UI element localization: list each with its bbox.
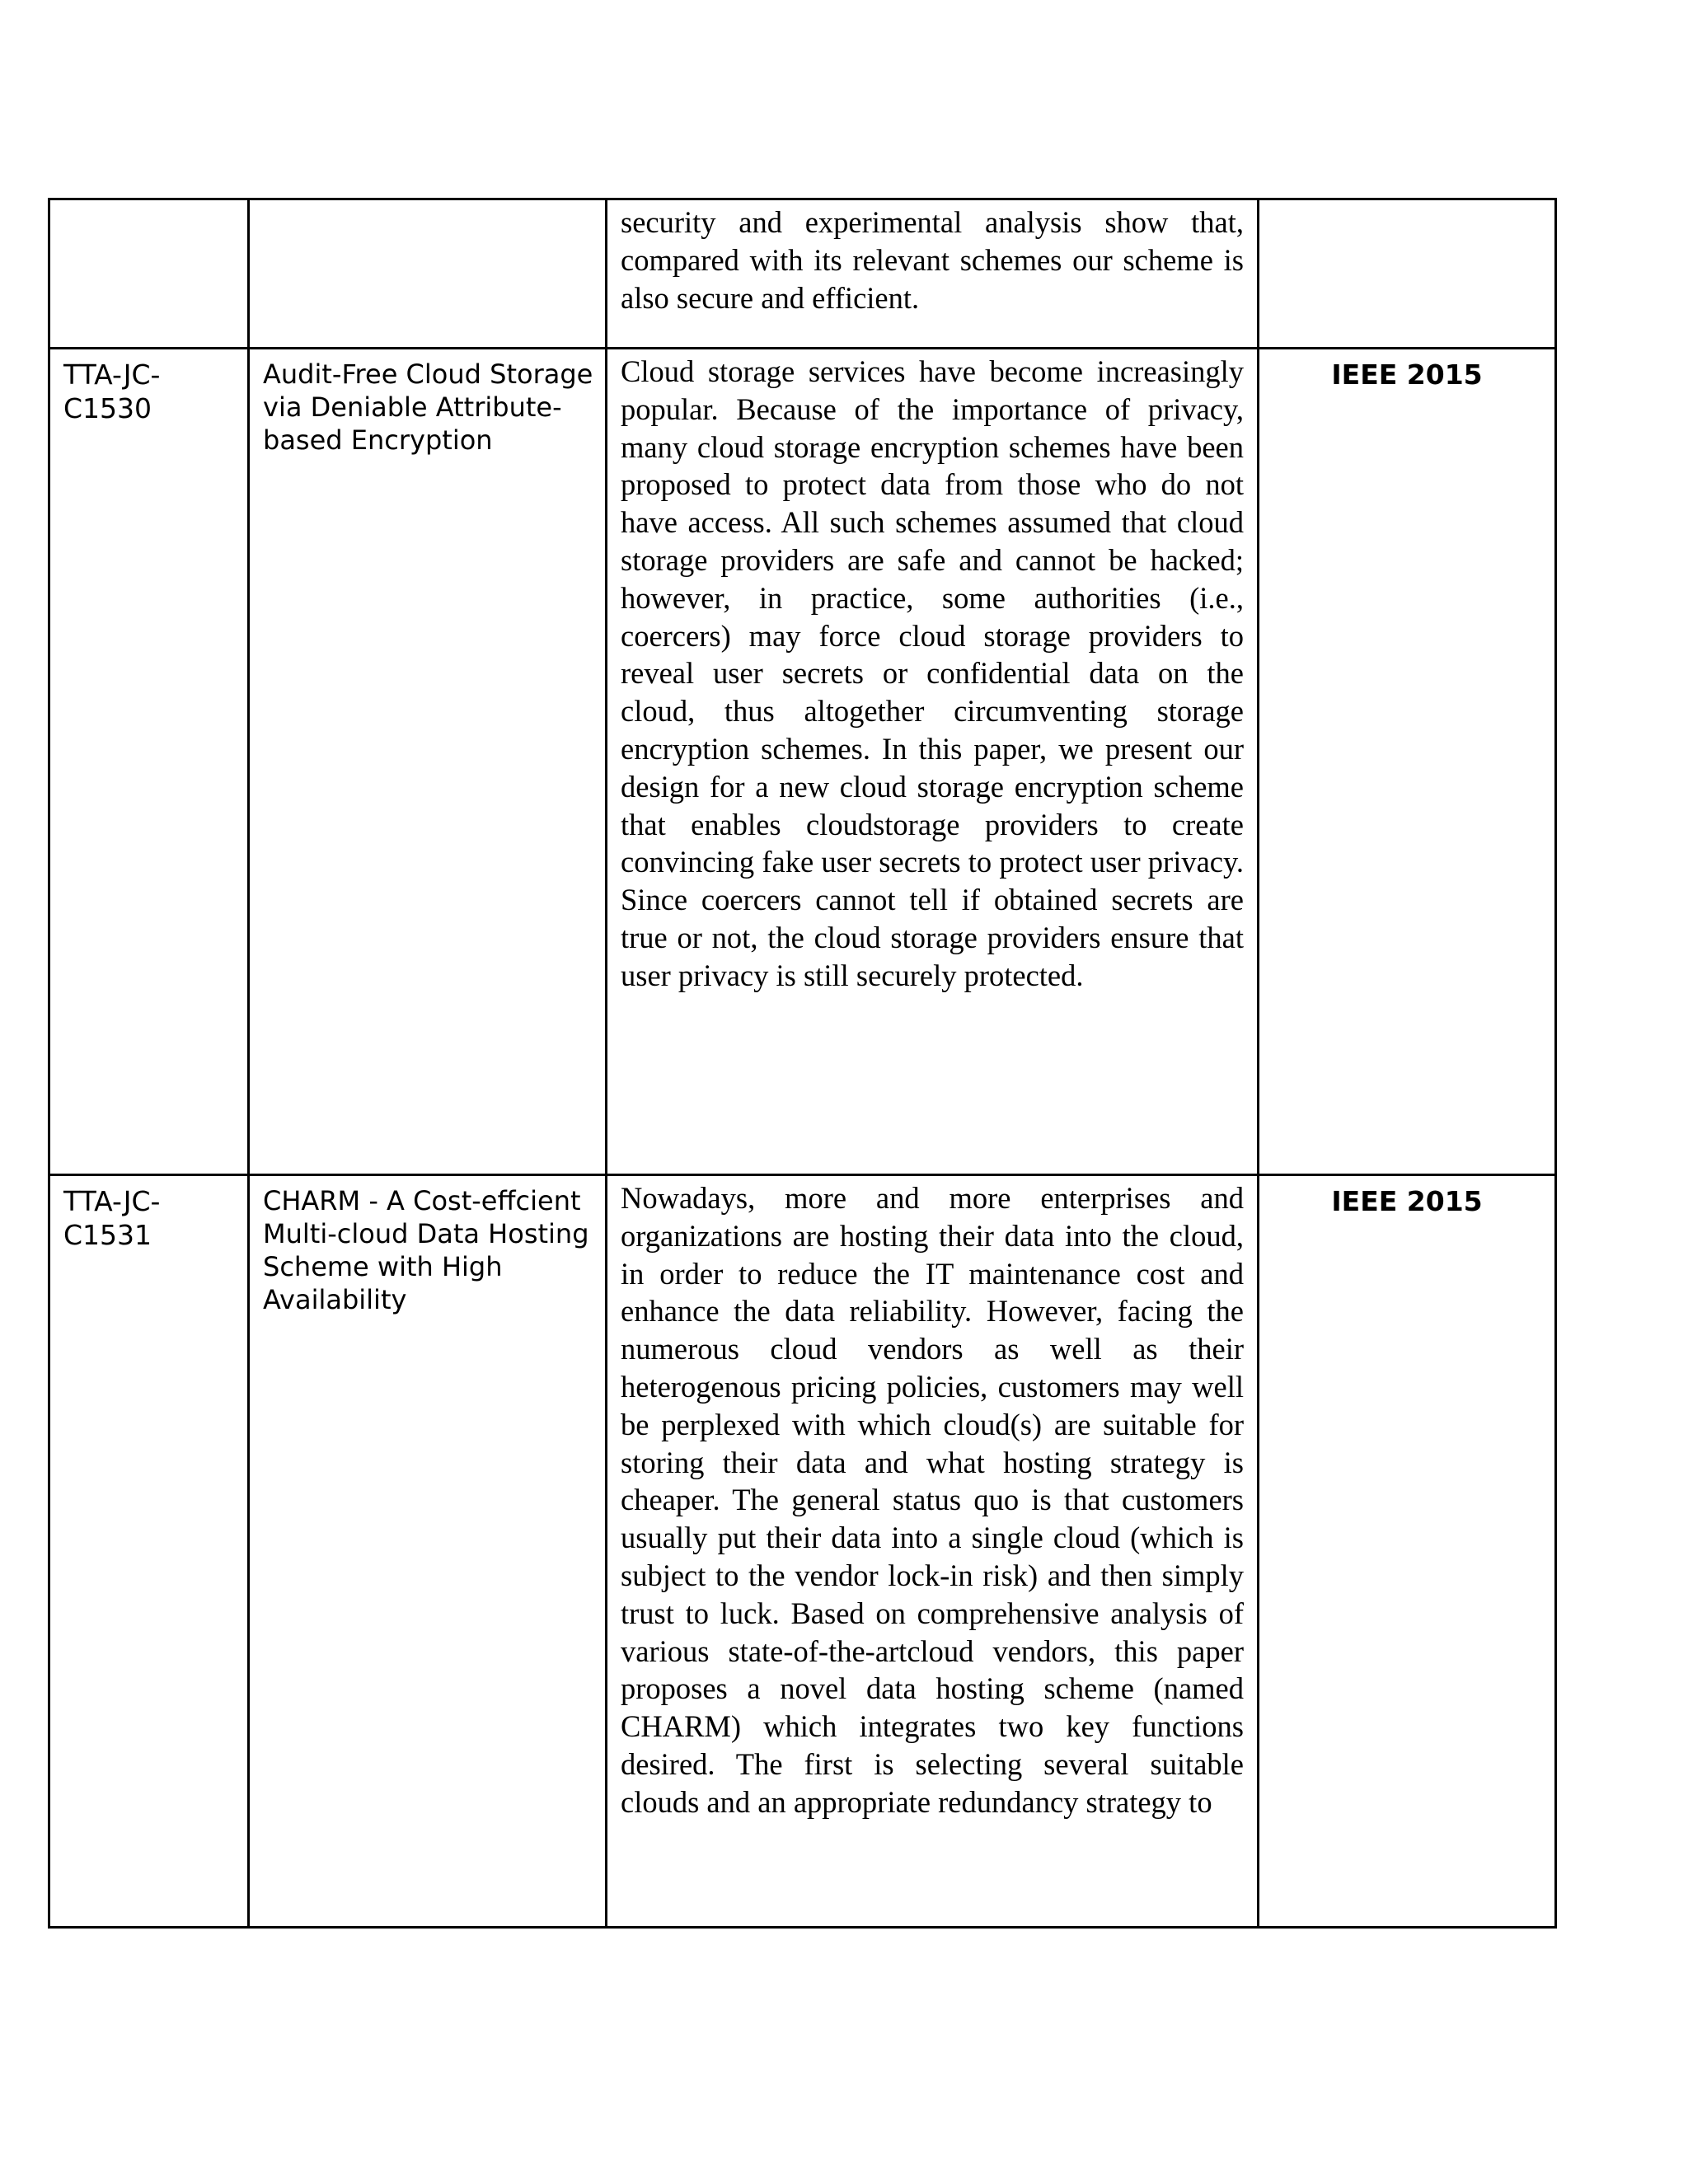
project-title (250, 200, 605, 209)
project-title-cell (249, 349, 607, 1175)
table-row (49, 349, 1556, 1175)
project-title-cell (249, 1175, 607, 1928)
project-abstract-cell (607, 1175, 1259, 1928)
project-year-cell (1259, 1175, 1556, 1928)
project-abstract: Cloud storage services have become increasingly popular. Because of the importance of privacy, many cloud storage encryption schemes have been proposed to protect data from those who do not have access. All such schemes assumed that cloud storage providers are safe and cannot be hacked; however, in practice, some authorities (i.e., coercers) may force cloud storage providers to reveal user secrets or confidential data on the cloud, thus altogether circumventing storage encryption schemes. In this paper, we present our design for a new cloud storage encryption scheme that enables cloudstorage providers to create convincing fake user secrets to protect user privacy. Since coercers cannot tell if obtained secrets are true or not, the cloud storage providers ensure that user privacy is still securely protected. (621, 354, 1244, 992)
project-id-cell (49, 349, 249, 1175)
project-abstract: Nowadays, more and more enterprises and organizations are hosting their data into the cloud, in order to reduce the IT maintenance cost and enhance the data reliability. However, facing the numerous cloud vendors as well as their heterogenous pricing policies, customers may well be perplexed with which cloud(s) are suitable for storing their data and what hosting strategy is cheaper. The general status quo is that customers usually put their data into a single cloud (which is subject to the vendor lock-in risk) and then simply trust to luck. Based on comprehensive analysis of various state-of-the-artcloud vendors, this paper proposes a novel data hosting scheme (named CHARM) which integrates two key functions desired. The first is selecting several suitable clouds and an appropriate redundancy strategy to (621, 1181, 1244, 1819)
project-id (50, 200, 247, 209)
project-year-cell (1259, 349, 1556, 1175)
project-abstract-cell (607, 349, 1259, 1175)
project-year (1259, 200, 1554, 209)
project-id: TTA-JC-C1530 (63, 359, 161, 424)
project-abstract: security and experimental analysis show that, compared with its relevant schemes our scheme is also secure and efficient. (621, 205, 1244, 315)
project-title-cell (249, 199, 607, 349)
project-table (48, 198, 1557, 1929)
project-id-cell (49, 1175, 249, 1928)
project-title: CHARM - A Cost-effcient Multi-cloud Data Hosting Scheme with High Availability (263, 1185, 589, 1315)
project-year: IEEE 2015 (1331, 1185, 1483, 1217)
project-year-cell (1259, 199, 1556, 349)
project-title: Audit-Free Cloud Storage via Deniable Attribute-based Encryption (263, 359, 593, 456)
table-row (49, 199, 1556, 349)
table-row (49, 1175, 1556, 1928)
project-id-cell (49, 199, 249, 349)
project-id: TTA-JC-C1531 (63, 1185, 161, 1251)
project-abstract-cell (607, 199, 1259, 349)
project-year: IEEE 2015 (1331, 359, 1483, 391)
